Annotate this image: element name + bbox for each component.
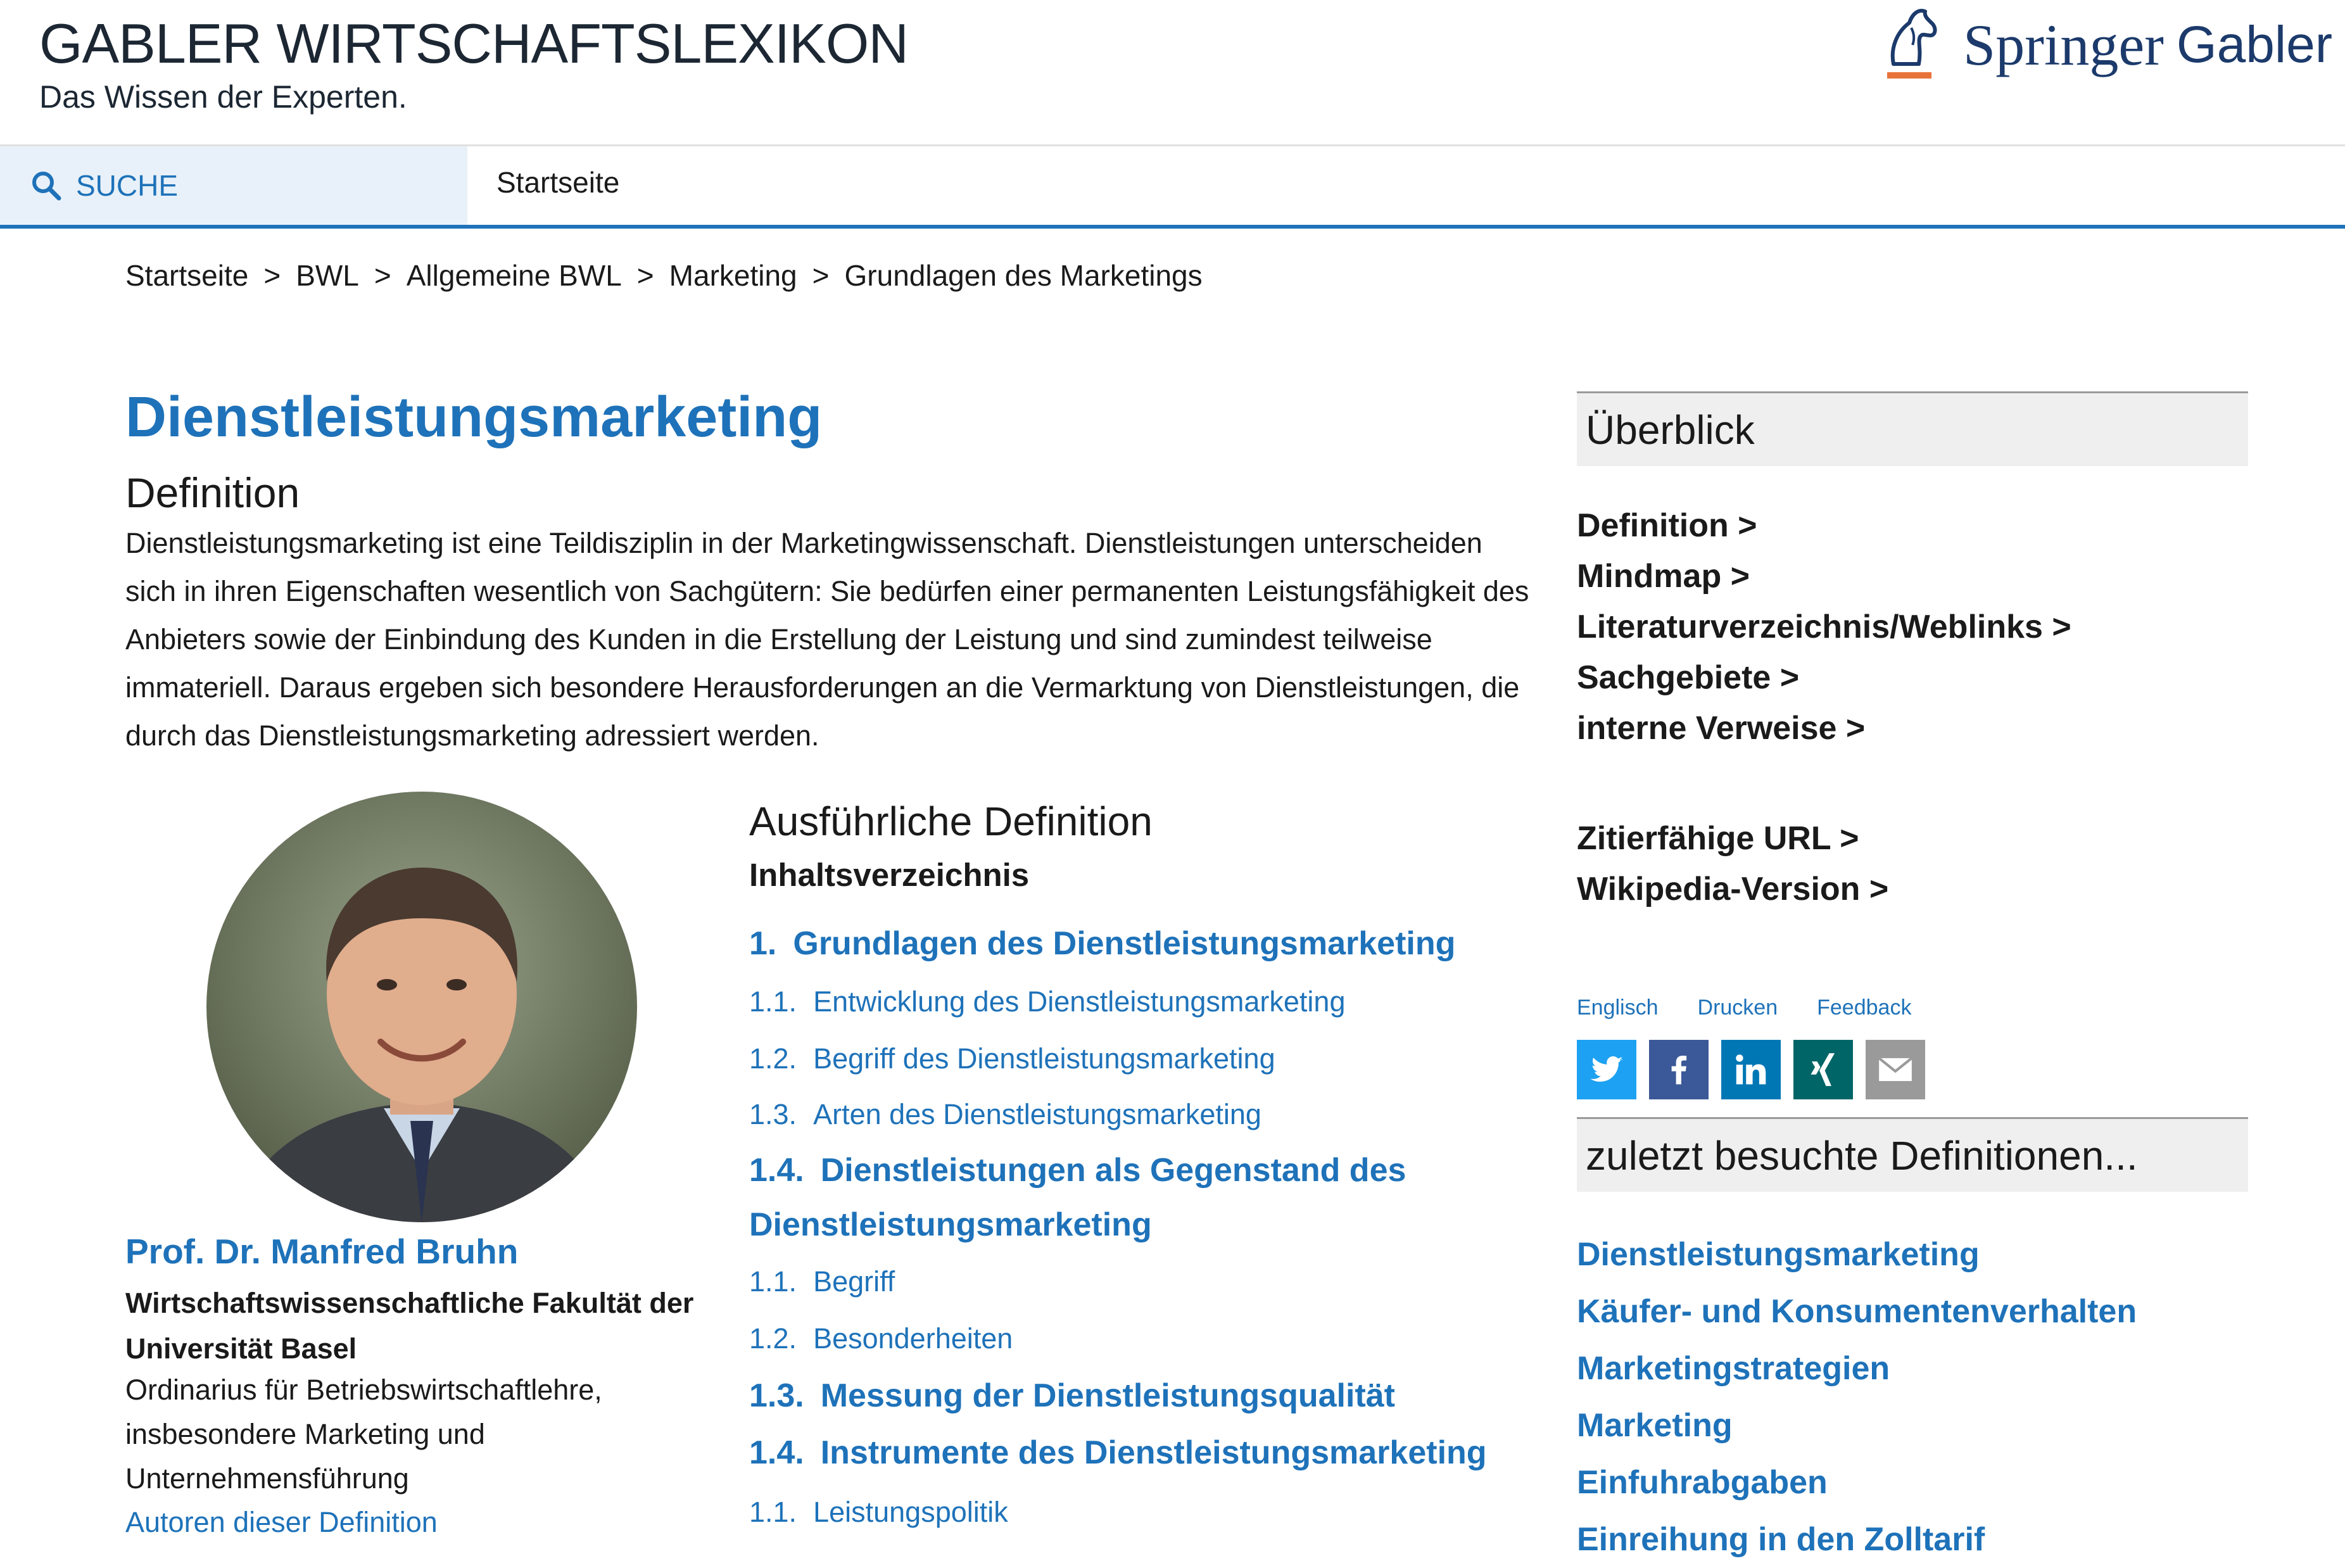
recent-definitions-list xyxy=(1577,1226,2248,1568)
xing-icon xyxy=(1804,1050,1843,1089)
toc-item[interactable]: 1.4. Dienstleistungen als Gegenstand des xyxy=(749,1152,1406,1189)
print-link[interactable]: Drucken xyxy=(1697,996,1778,1020)
breadcrumb xyxy=(125,258,1203,293)
twitter-icon xyxy=(1587,1050,1626,1089)
email-share-button[interactable] xyxy=(1866,1040,1925,1099)
search-tab[interactable] xyxy=(0,146,467,225)
toc-item[interactable]: 1.2. Begriff des Dienstleistungsmarketing xyxy=(749,1042,1275,1075)
recent-definition-link[interactable]: Einreihung in den Zolltarif xyxy=(1577,1521,1985,1558)
overview-link-internal-refs[interactable]: interne Verweise > xyxy=(1577,710,1866,747)
breadcrumb-separator: > xyxy=(263,259,281,292)
breadcrumb-separator: > xyxy=(636,259,654,292)
search-icon xyxy=(30,170,62,201)
recent-definition-link[interactable]: Käufer- und Konsumentenverhalten xyxy=(1577,1293,2137,1330)
overview-link-literature[interactable]: Literaturverzeichnis/Weblinks > xyxy=(1577,609,2071,645)
share-icons xyxy=(1577,1040,1925,1099)
breadcrumb-item-current[interactable]: Grundlagen des Marketings xyxy=(844,259,1203,292)
feedback-link[interactable]: Feedback xyxy=(1817,996,1912,1020)
breadcrumb-item[interactable]: Marketing xyxy=(669,259,797,292)
facebook-share-button[interactable] xyxy=(1649,1040,1709,1099)
toc-item[interactable]: 1.4. Instrumente des Dienstleistungsmarketing xyxy=(749,1434,1487,1471)
english-link[interactable]: Englisch xyxy=(1577,996,1659,1020)
definition-heading: Definition xyxy=(125,469,300,516)
site-tagline: Das Wissen der Experten. xyxy=(39,79,407,115)
recent-definitions-header: zuletzt besuchte Definitionen... xyxy=(1577,1117,2248,1192)
toc-item[interactable]: 1. Grundlagen des Dienstleistungsmarketing xyxy=(749,925,1456,962)
email-icon xyxy=(1876,1050,1915,1089)
search-tab-label: SUCHE xyxy=(76,169,179,202)
author-role: Ordinarius für Betriebswirtschaftlehre, insbesondere Marketing und Unternehmensführung xyxy=(125,1374,602,1495)
recent-definition-link[interactable]: Dienstleistungsmarketing xyxy=(1577,1236,1980,1273)
toc-item[interactable]: 1.2. Besonderheiten xyxy=(749,1322,1013,1355)
breadcrumb-item[interactable]: BWL xyxy=(296,259,359,292)
springer-horse-icon xyxy=(1874,4,1950,86)
page-title: Dienstleistungsmarketing xyxy=(125,386,823,449)
xing-share-button[interactable] xyxy=(1793,1040,1853,1099)
recent-definition-link[interactable]: Einfuhrabgaben xyxy=(1577,1464,1828,1501)
toc-item[interactable]: 1.1. Entwicklung des Dienstleistungsmarketing xyxy=(749,985,1346,1018)
breadcrumb-separator: > xyxy=(812,259,830,292)
definition-text: Dienstleistungsmarketing ist eine Teildisziplin in der Marketingwissenschaft. Dienstleistungen unterscheiden sich in ihren Eigenschaften wesentlich von Sachgütern: Sie bedürfen einer permanenten Leistungsfähigkeit des Anbieters sowie der Einbindung des Kunden in die Erstellung der Leistung und sind zumindest teilweise immateriell. Daraus ergeben sich besondere Herausforderungen an die Vermarktung von Dienstleistungen, die durch das Dienstleistungsmarketing adressiert werden. xyxy=(125,527,1529,752)
gabler-wordmark: Gabler xyxy=(2176,16,2332,73)
site-title[interactable]: GABLER WIRTSCHAFTSLEXIKON xyxy=(39,12,908,75)
author-portrait-image xyxy=(206,792,637,1222)
linkedin-icon xyxy=(1731,1050,1771,1089)
linkedin-share-button[interactable] xyxy=(1721,1040,1781,1099)
overview-link-citable-url[interactable]: Zitierfähige URL > xyxy=(1577,820,1859,857)
facebook-icon xyxy=(1659,1050,1698,1089)
twitter-share-button[interactable] xyxy=(1577,1040,1636,1099)
recent-definition-link[interactable]: Marketing xyxy=(1577,1407,1733,1444)
breadcrumb-item[interactable]: Allgemeine BWL xyxy=(406,259,622,292)
authors-link[interactable]: Autoren dieser Definition xyxy=(125,1506,438,1538)
overview-list xyxy=(1577,500,2248,914)
main-navbar xyxy=(0,144,2345,229)
overview-link-subject-areas[interactable]: Sachgebiete > xyxy=(1577,659,1800,696)
breadcrumb-item[interactable]: Startseite xyxy=(125,259,249,292)
overview-link-wikipedia[interactable]: Wikipedia-Version > xyxy=(1577,871,1889,907)
overview-link-definition[interactable]: Definition > xyxy=(1577,507,1757,544)
overview-link-mindmap[interactable]: Mindmap > xyxy=(1577,558,1750,595)
toc-item[interactable]: 1.3. Messung der Dienstleistungsqualität xyxy=(749,1377,1395,1414)
breadcrumb-separator: > xyxy=(374,259,391,292)
toc-item-continued[interactable]: Dienstleistungsmarketing xyxy=(749,1206,1152,1243)
toc-item[interactable]: 1.3. Arten des Dienstleistungsmarketing xyxy=(749,1098,1261,1130)
springer-gabler-logo[interactable] xyxy=(1874,4,2332,86)
overview-box-header: Überblick xyxy=(1577,391,2248,466)
toc-item[interactable]: 1.1. Leistungspolitik xyxy=(749,1496,1008,1528)
springer-wordmark: Springer xyxy=(1963,13,2164,77)
utility-links xyxy=(1577,996,1911,1020)
nav-home-link[interactable]: Startseite xyxy=(496,166,620,199)
detailed-definition-heading: Ausführliche Definition xyxy=(749,799,1153,844)
toc-item[interactable]: 1.1. Begriff xyxy=(749,1265,895,1298)
author-name[interactable]: Prof. Dr. Manfred Bruhn xyxy=(125,1232,519,1271)
recent-definition-link[interactable]: Marketingstrategien xyxy=(1577,1350,1890,1387)
toc-heading: Inhaltsverzeichnis xyxy=(749,857,1030,893)
author-faculty: Wirtschaftswissenschaftliche Fakultät der Universität Basel xyxy=(125,1287,694,1365)
author-photo xyxy=(206,792,637,1222)
